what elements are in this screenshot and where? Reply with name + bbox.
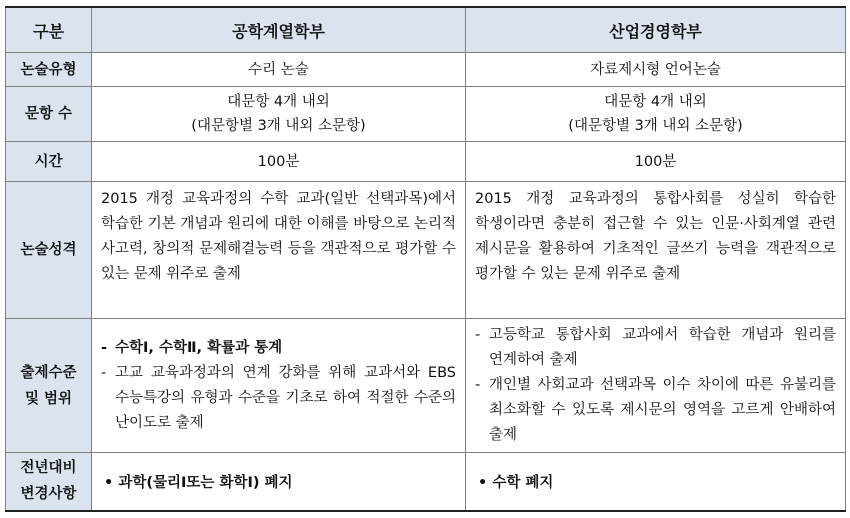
business-level-scope [466,319,846,453]
row-label-level-scope [6,319,92,453]
business-question-count [466,87,846,142]
list-item-text: 고등학교 통합사회 교과에서 학습한 개념과 원리를 연계하여 출제 [489,327,836,368]
engineering-time: 100분 [92,142,466,182]
row-label-level-scope-line2: 및 범위 [24,390,73,407]
engineering-essay-nature: 2015 개정 교육과정의 수학 교과(일반 선택과목)에서 학습한 기본 개념과 원리에 대한 이해를 바탕으로 논리적 사고력, 창의적 문제해결능력 등을 객관적으로 평가할 수 있는 문제 위주로 출제 [92,182,466,319]
row-label-level-scope-line1: 출제수준 [20,364,77,381]
admission-essay-table [5,6,846,512]
header-engineering: 공학계열학부 [92,7,466,53]
business-time: 100분 [466,142,846,182]
row-label-question-count: 문항 수 [6,87,92,142]
row-essay-type [6,53,846,87]
header-business: 산업경영학부 [466,7,846,53]
list-item [475,323,836,373]
list-item [101,361,456,436]
engineering-question-count-line1: 대문항 4개 내외 [227,94,330,110]
list-dash: - [475,327,481,343]
list-item-text: 수학Ⅰ, 수학Ⅱ, 확률과 통계 [115,339,283,356]
list-item-text: 고교 교육과정과의 연계 강화를 위해 교과서와 EBS 수능특강의 유형과 수준을 기초로 하여 적절한 수준의 난이도로 출제 [115,364,456,431]
row-label-essay-nature: 논술성격 [6,182,92,319]
row-label-changes [6,453,92,511]
business-essay-nature: 2015 개정 교육과정의 통합사회를 성실히 학습한 학생이라면 충분히 접근할 수 있는 인문·사회계열 관련 제시문을 활용하여 기초적인 글쓰기 능력을 객관적으로 평가할 수 있는 문제 위주로 출제 [466,182,846,319]
engineering-level-scope [92,319,466,453]
row-changes [6,453,846,511]
row-level-scope [6,319,846,453]
engineering-question-count [92,87,466,142]
header-category: 구분 [6,7,92,53]
engineering-question-count-line2: (대문항별 3개 내외 소문항) [191,118,366,134]
engineering-essay-type: 수리 논술 [92,53,466,87]
list-item [475,373,836,448]
header-row [6,7,846,53]
engineering-changes: • 과학(물리Ⅰ또는 화학Ⅰ) 폐지 [92,453,466,511]
business-changes: • 수학 폐지 [466,453,846,511]
row-label-time: 시간 [6,142,92,182]
row-label-essay-type: 논술유형 [6,53,92,87]
business-question-count-line2: (대문항별 3개 내외 소문항) [568,118,743,134]
business-essay-type: 자료제시형 언어논술 [466,53,846,87]
row-essay-nature [6,182,846,319]
row-question-count [6,87,846,142]
list-item [101,336,456,361]
row-label-changes-line2: 변경사항 [20,486,77,503]
list-dash: - [475,377,481,393]
row-time [6,142,846,182]
list-item-text: 개인별 사회교과 선택과목 이수 차이에 따른 유불리를 최소화할 수 있도록 제시문의 영역을 고르게 안배하여 출제 [489,377,836,443]
row-label-changes-line1: 전년대비 [20,460,77,477]
list-dash: - [101,364,107,381]
business-question-count-line1: 대문항 4개 내외 [604,94,707,110]
list-dash: - [101,339,108,356]
